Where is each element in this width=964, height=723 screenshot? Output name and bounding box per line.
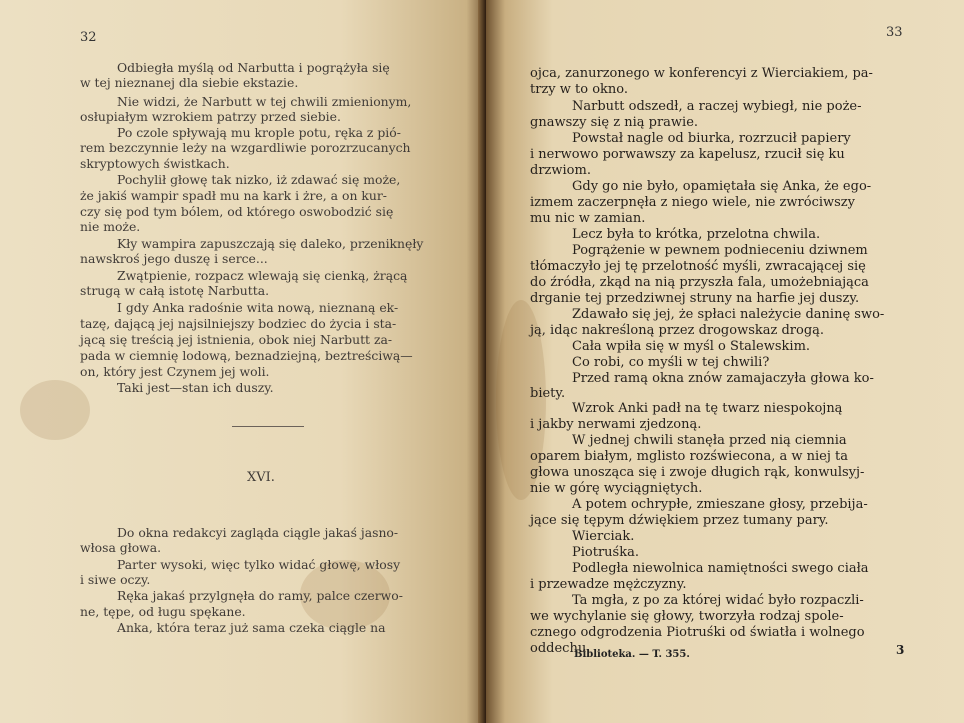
text-line: Powstał nagle od biurka, rozrzucił papiery [572, 131, 851, 146]
text-line: W jednej chwili stanęła przed nią ciemnia [572, 433, 847, 448]
text-line: czy się pod tym bólem, od którego oswobodzić się [80, 204, 394, 219]
text-line: jące się tępym dźwiękiem przez tumany pary. [530, 513, 829, 528]
text-line: Co robi, co myśli w tej chwili? [572, 355, 770, 370]
text-line: pada w ciemnię lodową, beznadziejną, beztreściwą— [80, 348, 413, 363]
text-line: do źródła, zkąd na nią przyszła fala, umożebniająca [530, 275, 869, 290]
text-line: Zwątpienie, rozpacz wlewają się cienką, żrącą [117, 268, 408, 283]
page-number: 32 [80, 30, 97, 45]
page-footer: Biblioteka. — T. 355. [574, 649, 690, 660]
text-line: Nie widzi, że Narbutt w tej chwili zmienionym, [117, 94, 412, 109]
text-line: oddechu. [530, 641, 591, 656]
text-line: Podległa niewolnica namiętności swego ciała [572, 561, 869, 576]
text-line: oparem białym, mglisto rozświecona, a w niej ta [530, 449, 849, 464]
text-line: Piotruśka. [572, 545, 639, 560]
signature-mark: 3 [896, 643, 905, 657]
text-line: Ręka jakaś przylgnęła do ramy, palce czerwo- [117, 588, 403, 603]
text-line: głowa unosząca się i zwoje długich rąk, konwulsyj- [530, 465, 865, 480]
text-line: Ta mgła, z po za której widać było rozpaczli- [572, 593, 864, 608]
text-line: Lecz była to krótka, przelotna chwila. [572, 227, 821, 242]
text-line: i siwe oczy. [80, 572, 151, 587]
text-line: tazę, dającą jej najsilniejszy bodziec do życia i sta- [80, 316, 397, 331]
text-line: A potem ochrypłe, zmieszane głosy, przebija- [572, 497, 868, 512]
chapter-heading: XVI. [247, 470, 275, 485]
page-number: 33 [886, 25, 903, 40]
text-line: Narbutt odszedł, a raczej wybiegł, nie poże- [572, 99, 862, 114]
text-line: drganie tej przedziwnej struny na harfie jej duszy. [530, 291, 860, 306]
section-divider [232, 426, 304, 427]
right-page [486, 0, 964, 723]
text-line: izmem zaczerpnęła z niego wiele, nie zwróciwszy [530, 195, 855, 210]
text-line: tłómaczyło jej tę przelotność myśli, zwracającej się [530, 259, 866, 274]
text-line: jącą się treścią jej istnienia, obok niej Narbutt za- [80, 332, 393, 347]
text-line: ją, idąc nakreśloną przez drogowskaz drogą. [530, 323, 825, 338]
text-line: biety. [530, 386, 566, 401]
text-line: i przewadze mężczyzny. [530, 577, 687, 592]
text-line: Parter wysoki, więc tylko widać głowę, włosy [117, 557, 401, 572]
paper-stain [20, 380, 90, 440]
text-line: we wychylanie się głowy, tworzyła rodzaj spole- [530, 609, 844, 624]
text-line: Pogrążenie w pewnem podnieceniu dziwnem [572, 243, 868, 258]
text-line: że jakiś wampir spadł mu na kark i żre, a on kur- [80, 188, 387, 203]
text-line: nie może. [80, 219, 141, 234]
text-line: Cała wpiła się w myśl o Stalewskim. [572, 339, 811, 354]
text-line: nie w górę wyciągniętych. [530, 481, 703, 496]
text-line: Przed ramą okna znów zamajaczyła głowa ko- [572, 371, 874, 386]
text-line: mu nic w zamian. [530, 211, 646, 226]
text-line: Do okna redakcyi zagląda ciągle jakaś jasno- [117, 525, 399, 540]
text-line: gnawszy się z nią prawie. [530, 115, 699, 130]
text-line: cznego odgrodzenia Piotruśki od światła i wolnego [530, 625, 865, 640]
text-line: trzy w to okno. [530, 82, 629, 97]
text-line: Taki jest—stan ich duszy. [117, 380, 274, 395]
text-line: włosa głowa. [80, 540, 162, 555]
text-line: drzwiom. [530, 163, 591, 178]
text-line: ne, tępe, od ługu spękane. [80, 604, 246, 619]
text-line: skryptowych świstkach. [80, 156, 230, 171]
text-line: strugą w całą istotę Narbutta. [80, 283, 270, 298]
text-line: Po czole spływają mu krople potu, ręka z pió- [117, 125, 401, 140]
text-line: w tej nieznanej dla siebie ekstazie. [80, 75, 299, 90]
text-line: on, który jest Czynem jej woli. [80, 364, 270, 379]
text-line: Zdawało się jej, że spłaci należycie daninę swo- [572, 307, 885, 322]
text-line: ojca, zanurzonego w konferencyi z Wierciakiem, pa- [530, 66, 873, 81]
text-line: Wierciak. [572, 529, 635, 544]
text-line: i nerwowo porwawszy za kapelusz, rzucił się ku [530, 147, 845, 162]
text-line: Odbiegła myślą od Narbutta i pogrążyła się [117, 60, 390, 75]
text-line: i jakby nerwami zjedzoną. [530, 417, 702, 432]
text-line: rem bezczynnie leży na wzgardliwie porozrzucanych [80, 140, 411, 155]
text-line: nawskroś jego duszę i serce... [80, 251, 268, 266]
text-line: I gdy Anka radośnie wita nową, nieznaną ek- [117, 300, 399, 315]
text-line: Wzrok Anki padł na tę twarz niespokojną [572, 401, 843, 416]
text-line: Pochylił głowę tak nizko, iż zdawać się może, [117, 172, 401, 187]
text-line: Gdy go nie było, opamiętała się Anka, że ego- [572, 179, 872, 194]
text-line: osłupiałym wzrokiem patrzy przed siebie. [80, 109, 341, 124]
text-line: Kły wampira zapuszczają się daleko, przeniknęły [117, 236, 424, 251]
text-line: Anka, która teraz już sama czeka ciągle na [117, 620, 386, 635]
